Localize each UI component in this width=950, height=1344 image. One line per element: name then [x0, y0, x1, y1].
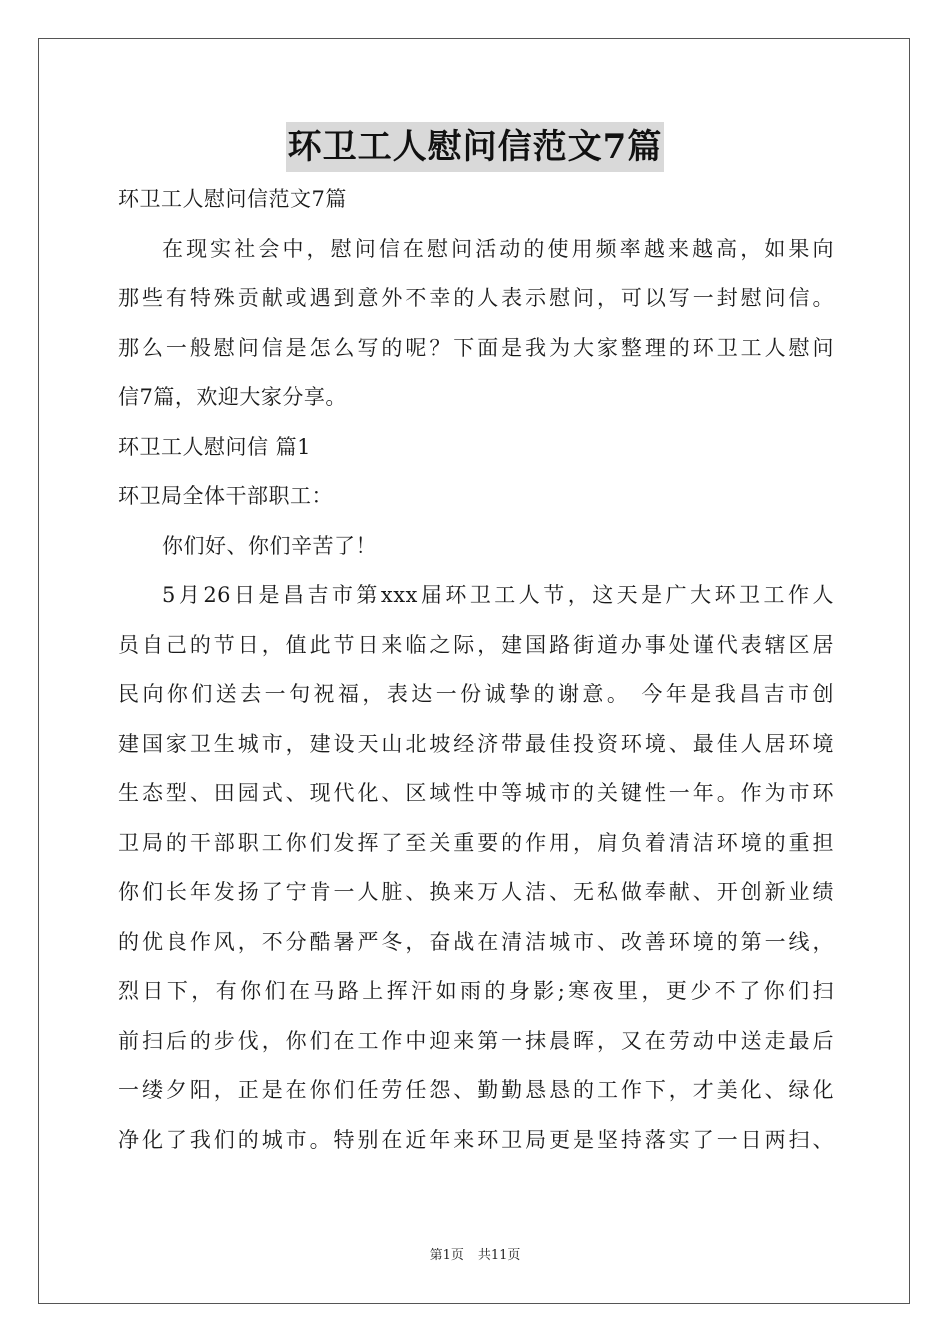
text-line: 你们长年发扬了宁肯一人脏、换来万人洁、无私做奉献、开创新业绩 [118, 880, 834, 904]
page-number: 第1页 [429, 1248, 464, 1263]
text-line: 信7篇，欢迎大家分享。 [118, 385, 347, 409]
text-line: 生态型、田园式、现代化、区域性中等城市的关键性一年。作为市环 [118, 781, 834, 805]
text-line: 建国家卫生城市，建设天山北坡经济带最佳投资环境、最佳人居环境 [118, 731, 834, 756]
document-body [118, 175, 834, 1165]
text-line: 烈日下，有你们在马路上挥汗如雨的身影;寒夜里，更少不了你们扫 [118, 979, 834, 1003]
page-footer [0, 1247, 950, 1265]
text-line: 那么一般慰问信是怎么写的呢？下面是我为大家整理的环卫工人慰问 [118, 335, 834, 360]
text-line: 你们好、你们辛苦了！ [162, 533, 377, 558]
text-line: 民向你们送去一句祝福，表达一份诚挚的谢意。 今年是我昌吉市创 [118, 682, 834, 706]
text-line: 净化了我们的城市。特别在近年来环卫局更是坚持落实了一日两扫、 [118, 1127, 834, 1152]
document-title: 环卫工人慰问信范文7篇 [286, 122, 665, 172]
text-line: 的优良作风，不分酷暑严冬，奋战在清洁城市、改善环境的第一线， [118, 929, 834, 954]
text-line: 环卫工人慰问信范文7篇 [118, 187, 347, 211]
page-total: 共11页 [477, 1248, 521, 1263]
title-container [0, 122, 950, 172]
text-line: 一缕夕阳，正是在你们任劳任怨、勤勤恳恳的工作下，才美化、绿化 [118, 1078, 834, 1102]
text-line: 卫局的干部职工你们发挥了至关重要的作用，肩负着清洁环境的重担 [118, 830, 834, 855]
text-line: 前扫后的步伐，你们在工作中迎来第一抹晨晖，又在劳动中送走最后 [118, 1028, 834, 1053]
text-line: 那些有特殊贡献或遇到意外不幸的人表示慰问，可以写一封慰问信。 [118, 286, 834, 310]
text-line: 环卫局全体干部职工： [118, 484, 333, 508]
text-line: 在现实社会中，慰问信在慰问活动的使用频率越来越高，如果向 [162, 236, 834, 261]
text-line: 5月26日是昌吉市第xxx届环卫工人节，这天是广大环卫工作人 [162, 583, 834, 607]
text-line: 员自己的节日，值此节日来临之际，建国路街道办事处谨代表辖区居 [118, 632, 834, 657]
text-line: 环卫工人慰问信 篇1 [118, 434, 312, 459]
